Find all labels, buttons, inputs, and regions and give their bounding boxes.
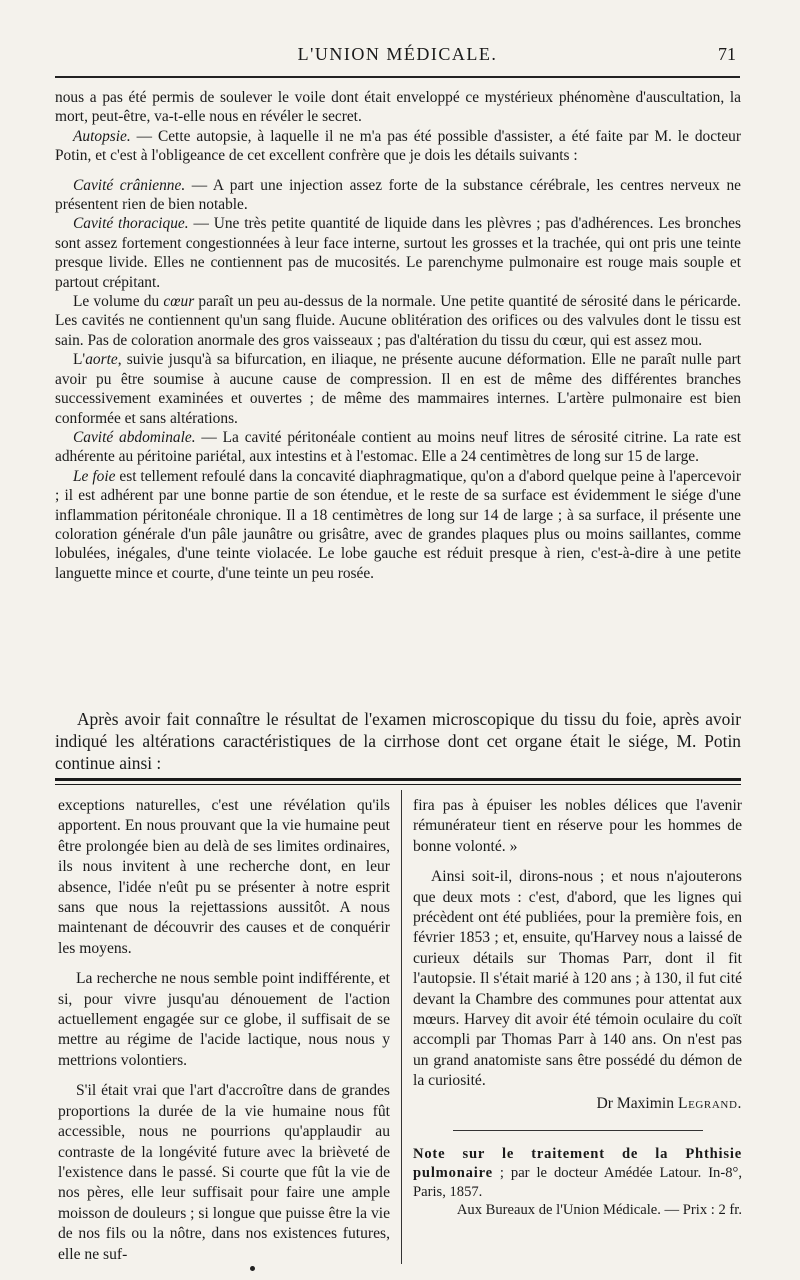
running-title: L'UNION MÉDICALE. <box>297 44 498 64</box>
paragraph-cavite-thoracique <box>55 214 741 292</box>
abdominale-text: — La cavité péritonéale contient au moins neuf litres de sérosité citrine. La rate est adhérente au péritoine pariétal, aux intestins et à l'estomac. Elle a 24 centimètres de long sur 15 de large. <box>55 428 741 466</box>
aorte-text-b: , suivie jusqu'à sa bifurcation, en iliaque, ne présente aucune déformation. Elle ne paraît nulle part avoir pu être soumise à aucune cause de compression. Il en est de même des différentes branches successivement examinées et ouvertes ; de même des mammaires internes. L'artère pulmonaire est bien conformée et sans altérations. <box>55 351 741 427</box>
book-note <box>413 1145 742 1201</box>
coeur-word: cœur <box>163 293 195 311</box>
right-paragraph-2: Ainsi soit-il, dirons-nous ; et nous n'ajouterons que deux mots : c'est, d'abord, que les lignes qui précèdent ont été publiées, pour la première fois, en février 1853 ; et, ensuite, qu'Harvey nous a laissé de curieux détails sur Thomas Parr, dont il fit l'autopsie. Il s'était marié à 120 ans ; à 130, il fut cité devant la Chambre des communes pour attentat aux mœurs. Harvey dit avoir été témoin oculaire du coït accompli par Thomas Parr à 140 ans. On n'est pas un grand anatomiste sans être possédé du démon de la curiosité. <box>413 868 742 1090</box>
abdominale-label: Cavité abdominale. <box>73 428 196 446</box>
paragraph-aorte <box>55 350 741 428</box>
signature-prefix: Dr Maximin <box>596 1094 678 1112</box>
note-rest: ; par le docteur Amédée Latour. In-8°, Paris, 1857. <box>413 1164 742 1200</box>
paragraph-autopsie <box>55 127 741 166</box>
foie-label: Le foie <box>73 467 116 485</box>
left-column <box>58 796 390 1265</box>
aorte-word: aorte <box>85 351 118 369</box>
column-divider <box>401 790 402 1264</box>
ink-dot <box>250 1266 255 1271</box>
cranienne-text: — A part une injection assez forte de la substance cérébrale, les centres nerveux ne présentent rien de bien notable. <box>55 176 741 214</box>
case-report <box>55 88 741 583</box>
note-publisher: Aux Bureaux de l'Union Médicale. — Prix : 2 fr. <box>456 1202 742 1219</box>
signature-name: Legrand. <box>677 1094 742 1112</box>
page-header <box>55 44 740 72</box>
paragraph-coeur <box>55 292 741 350</box>
cranienne-label: Cavité crânienne. <box>73 176 186 194</box>
lead-text: Après avoir fait connaître le résultat de l'examen microscopique du tissu du foie, après avoir indiqué les altérations caractéristiques de la cirrhose dont cet organe était le siége, M. Potin continue ainsi : <box>55 709 741 773</box>
header-rule <box>55 76 740 78</box>
autopsie-label: Autopsie. <box>73 127 131 145</box>
page-number: 71 <box>718 44 736 64</box>
section-double-rule <box>55 778 741 785</box>
aorte-text-a: L' <box>73 351 86 369</box>
left-paragraph-2: La recherche ne nous semble point indifférente, et si, pour vivre jusqu'au dénouement de l'action actuellement engagée sur ce globe, il suffisait de se mettre au régime de l'acide lactique, nous nous y mettrions volontiers. <box>58 970 390 1069</box>
paragraph-cavite-cranienne <box>55 176 741 215</box>
left-paragraph-3: S'il était vrai que l'art d'accroître dans de grandes proportions la durée de la vie humaine nous fût accessible, nous ne pourrions qu'applaudir au contraste de la longévité future avec la brièveté de l'existence dans le passé. Si courte que fût la vie de nos pères, elle leur suffisait pour faire une ample moisson de douleurs ; si longue que puisse être la vie de nos fils ou la nôtre, dans nos existences futures, elle ne suf- <box>58 1082 390 1263</box>
thoracique-label: Cavité thoracique. <box>73 215 189 233</box>
transition-paragraph <box>55 708 741 774</box>
paragraph-cavite-abdominale <box>55 428 741 467</box>
note-separator-rule <box>453 1130 703 1131</box>
paragraph-foie <box>55 467 741 583</box>
coeur-text-b: paraît un peu au-dessus de la normale. Une petite quantité de sérosité dans le péricarde. Les cavités ne contiennent qu'un sang fluide. Aucune oblitération des orifices ou des valvules dont le tissu est sain. Pas de coloration anormale des gros vaisseaux ; pas d'altération du tissu du cœur, qui est assez mou. <box>55 293 741 349</box>
autopsie-text: — Cette autopsie, à laquelle il ne m'a pas été possible d'assister, a été faite par M. le docteur Potin, et c'est à l'obligeance de cet excellent confrère que je dois les détails suivants : <box>55 127 741 165</box>
coeur-text-a: Le volume du <box>73 293 164 311</box>
note-title: Note sur le traitement de la Phthisie pulmonaire <box>413 1146 742 1181</box>
foie-text: est tellement refoulé dans la concavité diaphragmatique, qu'on a d'abord quelque peine à l'apercevoir ; il est adhérent par une bonne partie de son étendue, et le reste de sa surface est évidemment le siége d'une inflammation péritonéale chronique. Il a 18 centimètres de long sur 14 de large ; à sa surface, il présente une coloration générale d'un pâle jaunâtre ou grisâtre, avec de grandes plaques plus ou moins saillantes, comme lobulées, inégales, d'une teinte violacée. Le lobe gauche est réduit presque à rien, c'est-à-dire à une petite languette mince et courte, d'une teinte un peu rosée. <box>55 467 741 582</box>
left-paragraph-1: exceptions naturelles, c'est une révélation qu'ils apportent. En nous prouvant que la vie humaine peut être prolongée bien au delà de ses limites ordinaires, ils nous invitent à une recherche dont, en leur absence, l'idée n'eût pu se présenter à notre esprit sans que nous la rejettassions aussitôt. A nous maintenant de découvrir des causes et de conquérir les moyens. <box>58 797 390 957</box>
paragraph-intro: nous a pas été permis de soulever le voile dont était enveloppé ce mystérieux phénomène d'auscultation, la mort, peut-être, va-t-elle nous en révéler le secret. <box>55 89 741 126</box>
signature <box>413 1094 742 1114</box>
right-paragraph-1: fira pas à épuiser les nobles délices que l'avenir rémunérateur tient en réserve pour les hommes de bonne volonté. » <box>413 797 742 855</box>
thoracique-text: — Une très petite quantité de liquide dans les plèvres ; pas d'adhérences. Les bronches sont assez fortement congestionnées à leur face interne, surtout les grosses et la trachée, qui ont pris une teinte presque livide. Elles ne contiennent pas de mucosités. Le parenchyme pulmonaire est rouge mais souple et partout crépitant. <box>55 215 741 291</box>
right-column <box>413 796 742 1220</box>
